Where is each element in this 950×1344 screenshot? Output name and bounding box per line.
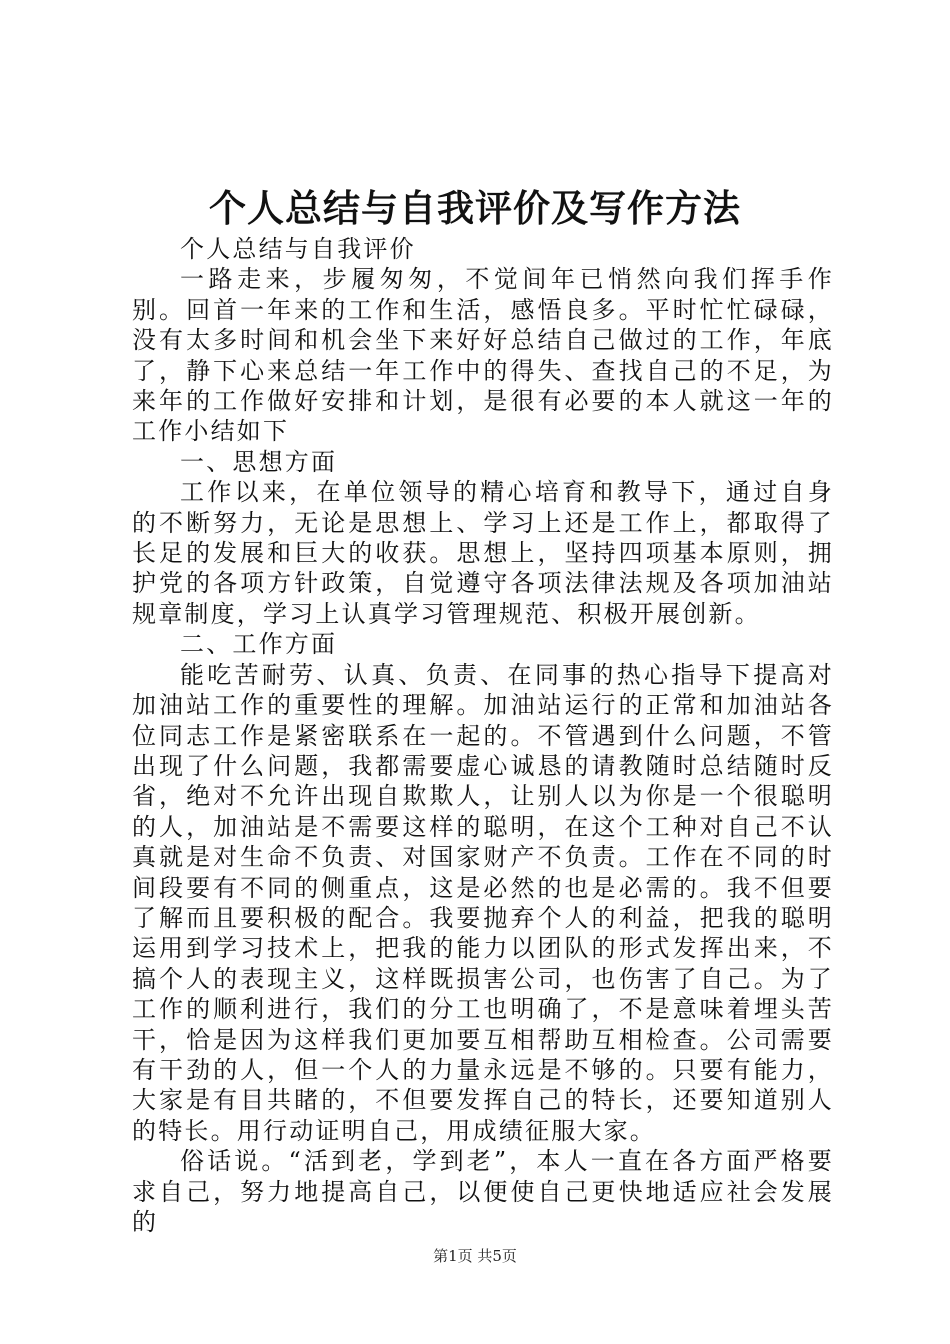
page-number-footer: 第1页 共5页 <box>433 1247 517 1265</box>
document-body <box>132 234 834 1237</box>
paragraph-saying: 俗话说。“活到老，学到老”，本人一直在各方面严格要求自己，努力地提高自己，以便使自己更快地适应社会发展的 <box>132 1147 834 1236</box>
paragraph-work: 能吃苦耐劳、认真、负责、在同事的热心指导下提高对加油站工作的重要性的理解。加油站运行的正常和加油站各位同志工作是紧密联系在一起的。不管遇到什么问题，不管出现了什么问题，我都需要虚心诚恳的请教随时总结随时反省，绝对不允许出现自欺欺人，让别人以为你是一个很聪明的人，加油站是不需要这样的聪明，在这个工种对自己不认真就是对生命不负责、对国家财产不负责。工作在不同的时间段要有不同的侧重点，这是必然的也是必需的。我不但要了解而且要积极的配合。我要抛弃个人的利益，把我的聪明运用到学习技术上，把我的能力以团队的形式发挥出来，不搞个人的表现主义，这样既损害公司，也伤害了自己。为了工作的顺利进行，我们的分工也明确了，不是意味着埋头苦干，恰是因为这样我们更加要互相帮助互相检查。公司需要有干劲的人，但一个人的力量永远是不够的。只要有能力，大家是有目共睹的，不但要发挥自己的特长，还要知道别人的特长。用行动证明自己，用成绩征服大家。 <box>132 660 834 1145</box>
section-heading-thought: 一、思想方面 <box>180 447 338 476</box>
paragraph-intro: 一路走来，步履匆匆，不觉间年已悄然向我们挥手作别。回首一年来的工作和生活，感悟良多。平时忙忙碌碌，没有太多时间和机会坐下来好好总结自己做过的工作，年底了，静下心来总结一年工作中的得失、查找自己的不足，为来年的工作做好安排和计划，是很有必要的本人就这一年的工作小结如下 <box>132 265 834 446</box>
paragraph-thought: 工作以来，在单位领导的精心培育和教导下，通过自身的不断努力，无论是思想上、学习上还是工作上，都取得了长足的发展和巨大的收获。思想上，坚持四项基本原则，拥护党的各项方针政策，自觉遵守各项法律法规及各项加油站规章制度，学习上认真学习管理规范、积极开展创新。 <box>132 478 834 628</box>
document-title: 个人总结与自我评价及写作方法 <box>209 186 741 230</box>
section-heading-work: 二、工作方面 <box>180 630 338 659</box>
document-subtitle: 个人总结与自我评价 <box>180 235 416 263</box>
